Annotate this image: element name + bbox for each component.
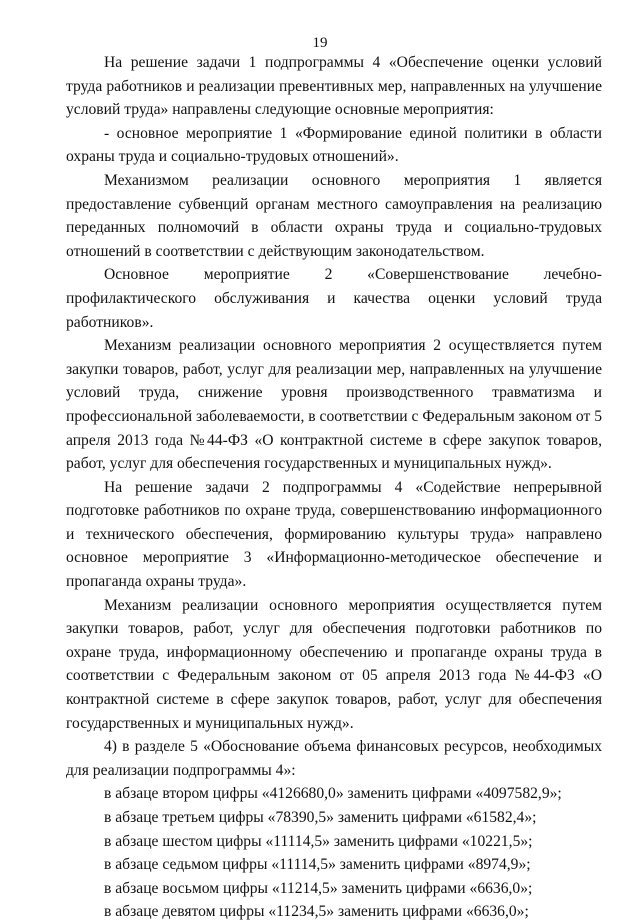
replacement-item: в абзаце шестом цифры «11114,5» заменить цифрами «10221,5»; (104, 832, 533, 850)
replacement-item: в абзаце восьмом цифры «11214,5» заменить цифрами «6636,0»; (104, 879, 533, 897)
paragraph-measure-1: - основное мероприятие 1 «Формирование единой политики в области охраны труда и социально-трудовых отношений». (66, 124, 602, 166)
paragraph-task-2: На решение задачи 2 подпрограммы 4 «Содействие непрерывной подготовке работников по охране труда, совершенствованию информационного и технического обеспечения, формированию культуры труда» направлено основное мероприятие 3 «Информационно-методическое обеспечение и пропаганда охраны труда». (66, 478, 602, 591)
replacement-item: в абзаце седьмом цифры «11114,5» заменить цифрами «8974,9»; (104, 856, 531, 874)
paragraph-task-1: На решение задачи 1 подпрограммы 4 «Обеспечение оценки условий труда работников и реализации превентивных мер, направленных на улучшение условий труда» направлены следующие основные мероприятия: (66, 54, 602, 119)
replacement-item: в абзаце третьем цифры «78390,5» заменить цифрами «61582,4»; (104, 809, 537, 826)
paragraph-mechanism-1: Механизмом реализации основного мероприятия 1 является предоставление субвенций органам местного самоуправления на реализацию переданных полномочий в области охраны труда и социально-трудовых отношений в соответствии с действующим законодательством. (66, 171, 602, 260)
paragraph-measure-2: Основное мероприятие 2 «Совершенствование лечебно-профилактического обслуживания и качества оценки условий труда работников». (66, 266, 602, 331)
paragraph-section-5: 4) в разделе 5 «Обоснование объема финансовых ресурсов, необходимых для реализации подпрограммы 4»: (66, 738, 602, 779)
paragraph-mechanism-2: Механизм реализации основного мероприятия 2 осуществляется путем закупки товаров, работ, услуг для реализации мер, направленных на улучшение условий труда, снижение уровня производственного травматизма и профессиональной заболеваемости, в соответствии с Федеральным законом от 5 апреля 2013 года №44-ФЗ «О контрактной системе в сфере закупок товаров, работ, услуг для обеспечения государственных и муниципальных нужд». (66, 337, 602, 473)
replacement-item: в абзаце девятом цифры «11234,5» заменить цифрами «6636,0»; (104, 903, 529, 921)
paragraph-mechanism-3: Механизм реализации основного мероприятия осуществляется путем закупки товаров, работ, услуг для обеспечения подготовки работников по охране труда, информационному обеспечению и пропаганде охраны труда в соответствии с Федеральным законом от 05 апреля 2013 года №44-ФЗ «О контрактной системе в сфере закупок товаров, работ, услуг для обеспечения государственных и муниципальных нужд». (66, 596, 602, 732)
replacement-item: в абзаце втором цифры «4126680,0» заменить цифрами «4097582,9»; (104, 785, 562, 803)
document-body (66, 51, 602, 924)
page-number: 19 (312, 35, 328, 51)
